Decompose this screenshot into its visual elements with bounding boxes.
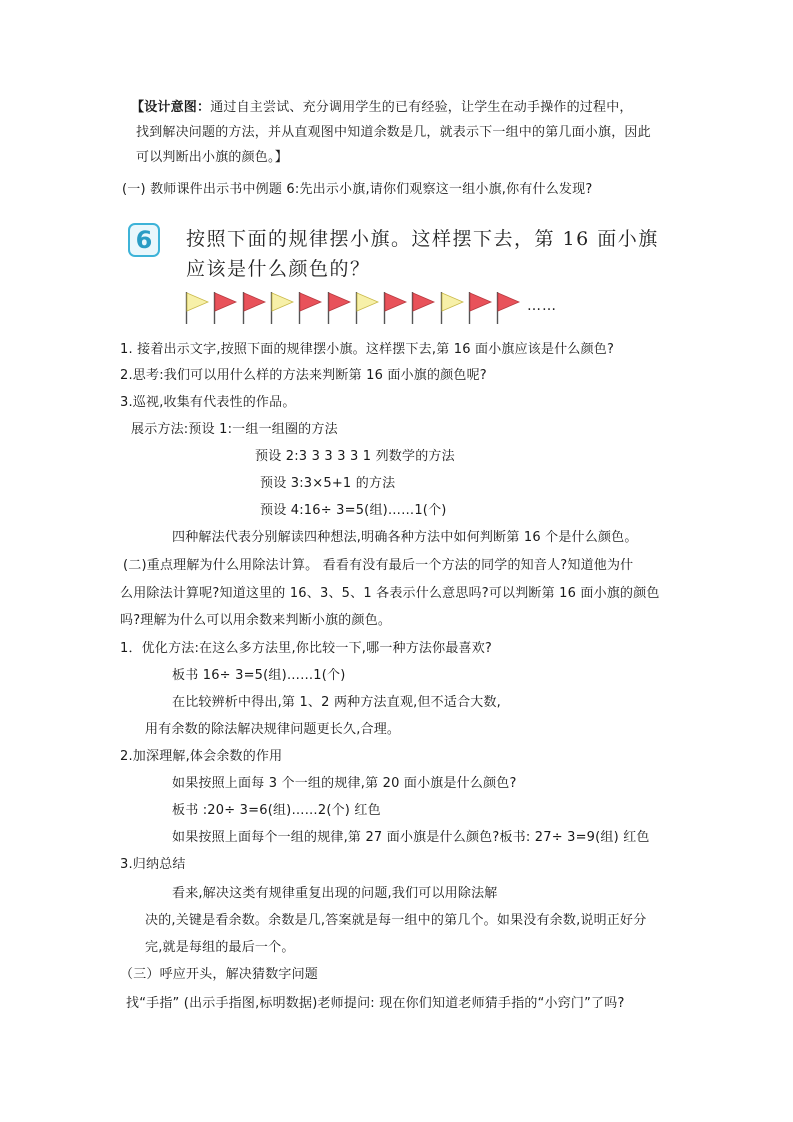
optimize-2: 板书 16÷ 3=5(组)……1(个) [172, 668, 346, 683]
red-flag-icon [298, 291, 324, 325]
four-methods: 四种解法代表分别解读四种想法,明确各种方法中如何判断第 16 个是什么颜色。 [172, 530, 638, 545]
design-intent-line-3: 可以判断出小旗的颜色。】 [136, 150, 288, 165]
example-text-line-1: 按照下面的规律摆小旗。这样摆下去，第 16 面小旗 [186, 228, 659, 250]
deepen-4: 如果按照上面每个一组的规律,第 27 面小旗是什么颜色?板书: 27÷ 3=9(组) 红色 [172, 830, 650, 845]
optimize-1: 1．优化方法:在这么多方法里,你比较一下,哪一种方法你最喜欢? [120, 641, 493, 656]
preset-4: 预设 4:16÷ 3=5(组)……1(个) [260, 503, 447, 518]
step-3: 3.巡视,收集有代表性的作品。 [120, 395, 296, 410]
red-flag-icon [496, 291, 522, 325]
flag-ellipsis: …… [527, 298, 557, 314]
red-flag-icon [411, 291, 437, 325]
section2-line-2: 么用除法计算呢?知道这里的 16、3、5、1 各表示什么意思吗?可以判断第 16 面小旗的颜色 [120, 586, 660, 601]
design-intent-line-2: 找到解决问题的方法，并从直观图中知道余数是几，就表示下一组中的第几面小旗，因此 [136, 125, 651, 140]
optimize-3: 在比较辨析中得出,第 1、2 两种方法直观,但不适合大数, [172, 695, 502, 710]
red-flag-icon [242, 291, 268, 325]
yellow-flag-icon [185, 291, 211, 325]
section2-line-3: 吗?理解为什么可以用余数来判断小旗的颜色。 [120, 613, 392, 628]
yellow-flag-icon [270, 291, 296, 325]
step-2: 2.思考:我们可以用什么样的方法来判断第 16 面小旗的颜色呢? [120, 368, 487, 383]
example-number-badge: 6 [128, 223, 160, 257]
summary-4: 完,就是每组的最后一个。 [145, 940, 295, 955]
step-1: 1. 接着出示文字,按照下面的规律摆小旗。这样摆下去,第 16 面小旗应该是什么颜色? [120, 342, 615, 357]
design-intent-label: 【设计意图： [131, 100, 211, 115]
preset-1: 展示方法:预设 1:一组一组圈的方法 [131, 422, 338, 437]
red-flag-icon [213, 291, 239, 325]
design-intent-line-1: 【设计意图：通过自主尝试、充分调用学生的已有经验，让学生在动手操作的过程中， [131, 100, 633, 115]
deepen-2: 如果按照上面每 3 个一组的规律,第 20 面小旗是什么颜色? [172, 776, 517, 791]
optimize-4: 用有余数的除法解决规律问题更长久,合理。 [145, 722, 401, 737]
section3-line-1: 找“手指” (出示手指图,标明数据)老师提问: 现在你们知道老师猜手指的“小窍门”了吗? [126, 996, 625, 1011]
red-flag-icon [383, 291, 409, 325]
deepen-3: 板书 :20÷ 3=6(组)……2(个) 红色 [172, 803, 381, 818]
section2-line-1: (二)重点理解为什么用除法计算。 看看有没有最后一个方法的同学的知音人?知道他为什 [123, 558, 634, 573]
deepen-1: 2.加深理解,体会余数的作用 [120, 749, 283, 764]
yellow-flag-icon [440, 291, 466, 325]
section3-title: （三）呼应开头，解决猜数字问题 [120, 967, 319, 982]
section1-intro: (一) 教师课件出示书中例题 6:先出示小旗,请你们观察这一组小旗,你有什么发现? [122, 182, 593, 197]
preset-3: 预设 3:3×5+1 的方法 [260, 476, 396, 491]
preset-2: 预设 2:3 3 3 3 3 1 列数学的方法 [255, 449, 455, 464]
yellow-flag-icon [355, 291, 381, 325]
flag-row [185, 291, 585, 325]
example-text-line-2: 应该是什么颜色的？ [186, 258, 371, 280]
summary-2: 看来,解决这类有规律重复出现的问题,我们可以用除法解 [172, 886, 498, 901]
summary-3: 决的,关键是看余数。余数是几,答案就是每一组中的第几个。如果没有余数,说明正好分 [145, 913, 647, 928]
red-flag-icon [327, 291, 353, 325]
red-flag-icon [468, 291, 494, 325]
summary-1: 3.归纳总结 [120, 857, 186, 872]
